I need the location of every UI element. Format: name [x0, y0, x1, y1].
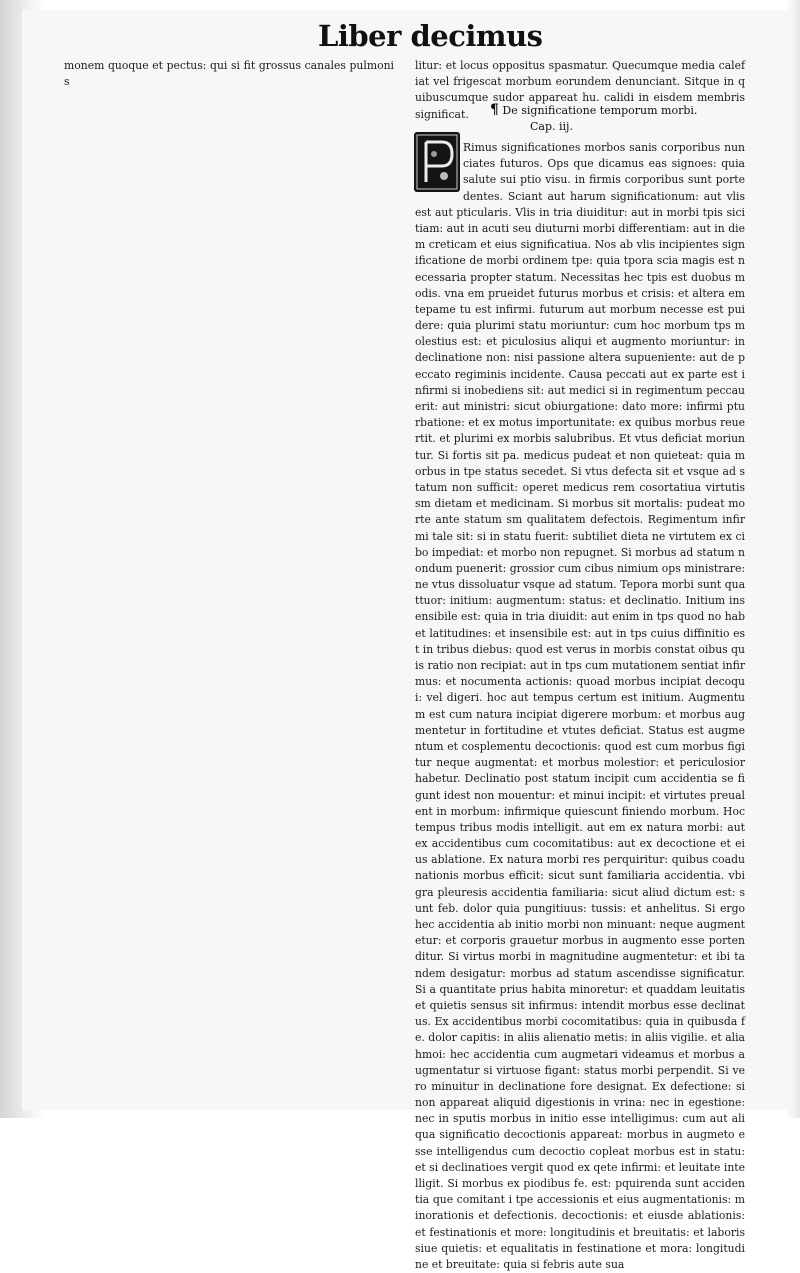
chapter-heading	[490, 102, 720, 135]
running-head: Liber decimus	[318, 19, 543, 53]
chapter-heading-text: De significatione temporum morbi.	[502, 104, 698, 117]
right-column-top-text: litur: et locus oppositus spasmatur. Quecumque media calefiat vel frigescat morbum eorundem denunciant. Sitque in quibuscumque sudor appareat hu. calidi in eisdem membris significat.	[415, 59, 745, 121]
initial-spacer	[415, 140, 463, 200]
right-column-body-text: Rimus significationes morbos sanis corporibus nunciates futuros. Ops que dicamus eas signoes: quia salute sui ptio visu. in firmis corporibus sunt portedentes. Sciant aut harum significationum: aut vlis est aut pticularis. Vlis in tria diuiditur: aut in morbi tpis sicitiam: aut in acuti seu diuturni morbi differentiam: aut in diem creticam et eius significatiua. Nos ab vlis incipientes significatione de morbi ordinem tpe: quia tpora scia magis est necessaria propter statum. Necessitas hec tpis est duobus modis. vna em prueidet futurus morbus et crisis: et altera em tepame tu est infirmi. futurum aut morbum necesse est puidere: quia plurimi statu moriuntur: cum hoc morbum tps molestius est: et piculosius aliqui et augmento moriuntur: in declinatione non: nisi passione altera supueniente: aut de peccato regiminis incidente. Causa peccati aut ex parte est infirmi si inobediens sit: aut medici si in regimentum peccauerit: aut ministri: sicut obiurgatione: dato more: infirmi pturbatione: et ex motus importunitate: ex quibus morbus reuertit. et plurimi ex morbis salubribus. Et vtus deficiat moriuntur. Si fortis sit pa. medicus pudeat et non quieteat: quia morbus in tpe status secedet. Si vtus defecta sit et vsque ad statum non sufficit: operet medicus rem cosortatiua virtutis sm dietam et medicinam. Si morbus sit mortalis: pudeat morte ante statum sm qualitatem defectois. Regimentum infirmi tale sit: si in statu fuerit: subtiliet dieta ne virtutem ex cibo impediat: et morbo non repugnet. Si morbus ad statum nondum puenerit: grossior cum cibus nimium ops ministrare: ne vtus dissoluatur vsque ad statum. Tepora morbi sunt quattuor: initium: augmentum: status: et declinatio. Initium insensibile est: quia in tria diuidit: aut enim in tps quod no habet latitudines: et insensibile est: aut in tps cuius diffinitio est in tribus diebus: quod est verus in morbis constat oibus quis ratio non recipiat: aut in tps cum mutationem sentiat infirmus: et nocumenta actionis: quoad morbus incipiat decoqui: vel digeri. hoc aut tempus certum est initium. Augmentum est cum natura incipiat digerere morbum: et morbus augmentetur in fortitudine et vtutes deficiat. Status est augmentum et cosplementu decoctionis: quod est cum morbus figitur neque augmentat: et morbus molestior: et periculosior habetur. Declinatio post statum incipit cum accidentia se figunt idest non mouentur: et minui incipit: et virtutes preualent in morbum: infirmique quiescunt finiendo morbum. Hoc tempus tribus modis intelligit. aut em ex natura morbi: aut ex accidentibus cum cocomitatibus: aut ex decoctione et eius ablatione. Ex natura morbi res perquiritur: quibus coadunationis morbus efficit: sicut sunt familiaria accidentia. vbi gra pleuresis accidentia familiaria: sicut aliud dictum est: sunt feb. dolor quia pungitiuus: tussis: et anhelitus. Si ergo hec accidentia ab initio morbi non minuant: neque augmentetur: et corporis grauetur morbus in augmento esse portenditur. Si virtus morbi in magnitudine augmentetur: et ibi tandem desigatur: morbus ad statum ascendisse significatur. Si a quantitate prius habita minoretur: et quaddam leuitatis et quietis sensus sit infirmus: intendit morbus esse declinatus. Ex accidentibus morbi cocomitatibus: quia in quibusda fe. dolor capitis: in aliis alienatio metis: in aliis vigilie. et alia hmoi: hec accidentia cum augmetari videamus et morbus augmentatur si virtuose figant: status morbi perpendit. Si vero minuitur in declinatione fore designat. Ex defectione: si non appareat aliquid digestionis in vrina: nec in egestione: nec in sputis morbus in initio esse intelligimus: cum aut aliqua significatio decoctionis appareat: morbus in augmeto esse intelligendus cum decoctio copleat morbus est in statu: et si declinatioes vergit quod ex qete infirmi: et leuitate intelligit. Si morbus ex piodibus fe. est: pquirenda sunt accidentia que comitant i tpe accessionis et eius augmentationis: minorationis et defectionis. decoctionis: et eiusde ablationis: et festinationis et more: longitudinis et breuitatis: et laboris siue quietis: et equalitatis in festinatione et mora: longitudine et breuitate: quia si febris aute sua	[415, 141, 745, 1271]
left-column-text: monem quoque et pectus: qui si fit grossus canales pulmonis	[64, 59, 394, 89]
right-column-body	[415, 140, 745, 1271]
chapter-number: Cap. iij.	[530, 120, 573, 133]
left-column	[64, 58, 394, 1098]
paragraph-mark-icon: ¶	[490, 102, 499, 118]
